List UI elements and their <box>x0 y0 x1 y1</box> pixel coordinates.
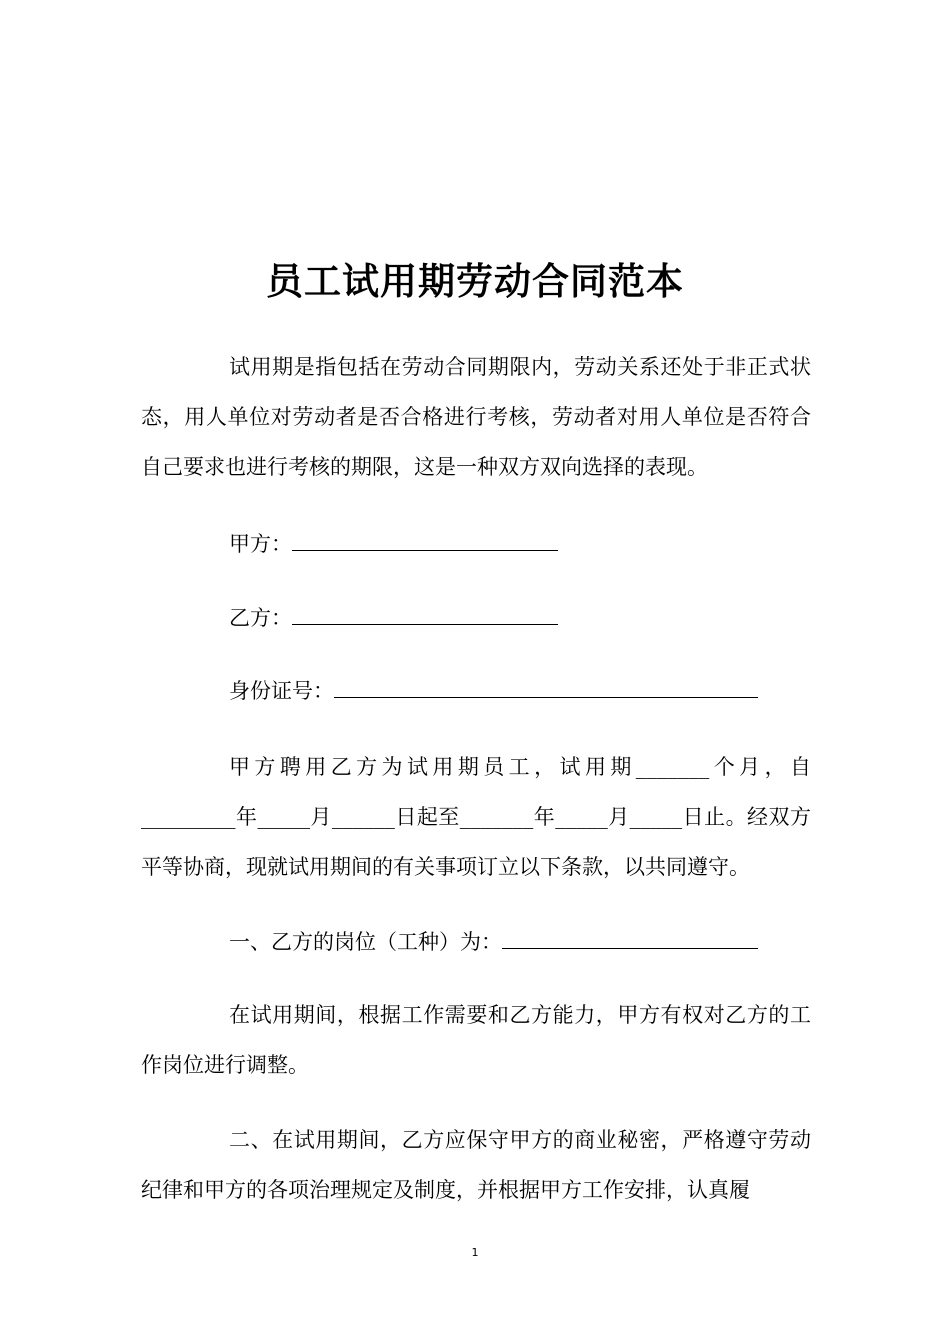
probation-paragraph: 甲方聘用乙方为试用期员工，试用期_______个月，自_________年_____月______日起至_______年_____月_____日止。经双方平等协商，现就试用期间的有关事项订立以下条款，以共同遵守。 <box>141 755 811 879</box>
id-number-blank-line <box>334 675 758 698</box>
clause-1-label: 一、乙方的岗位（工种）为： <box>229 930 502 954</box>
party-a-field <box>229 524 558 564</box>
clause-1-position-field <box>229 922 758 962</box>
clause-2-paragraph: 二、在试用期间，乙方应保守甲方的商业秘密，严格遵守劳动纪律和甲方的各项治理规定及制度，并根据甲方工作安排，认真履 <box>141 1128 811 1202</box>
position-blank-line <box>502 926 758 949</box>
intro-paragraph: 试用期是指包括在劳动合同期限内，劳动关系还处于非正式状态，用人单位对劳动者是否合格进行考核，劳动者对用人单位是否符合自己要求也进行考核的期限，这是一种双方双向选择的表现。 <box>141 355 811 479</box>
party-b-field <box>229 598 558 638</box>
id-number-label: 身份证号： <box>229 679 334 703</box>
party-b-label: 乙方： <box>229 606 292 630</box>
document-title: 员工试用期劳动合同范本 <box>266 260 684 303</box>
party-a-label: 甲方： <box>229 532 292 556</box>
party-b-blank-line <box>292 602 558 625</box>
party-a-blank-line <box>292 528 558 551</box>
id-number-field <box>229 671 758 711</box>
page-number: 1 <box>471 1246 479 1259</box>
clause-1-body: 在试用期间，根据工作需要和乙方能力，甲方有权对乙方的工作岗位进行调整。 <box>141 1003 811 1077</box>
